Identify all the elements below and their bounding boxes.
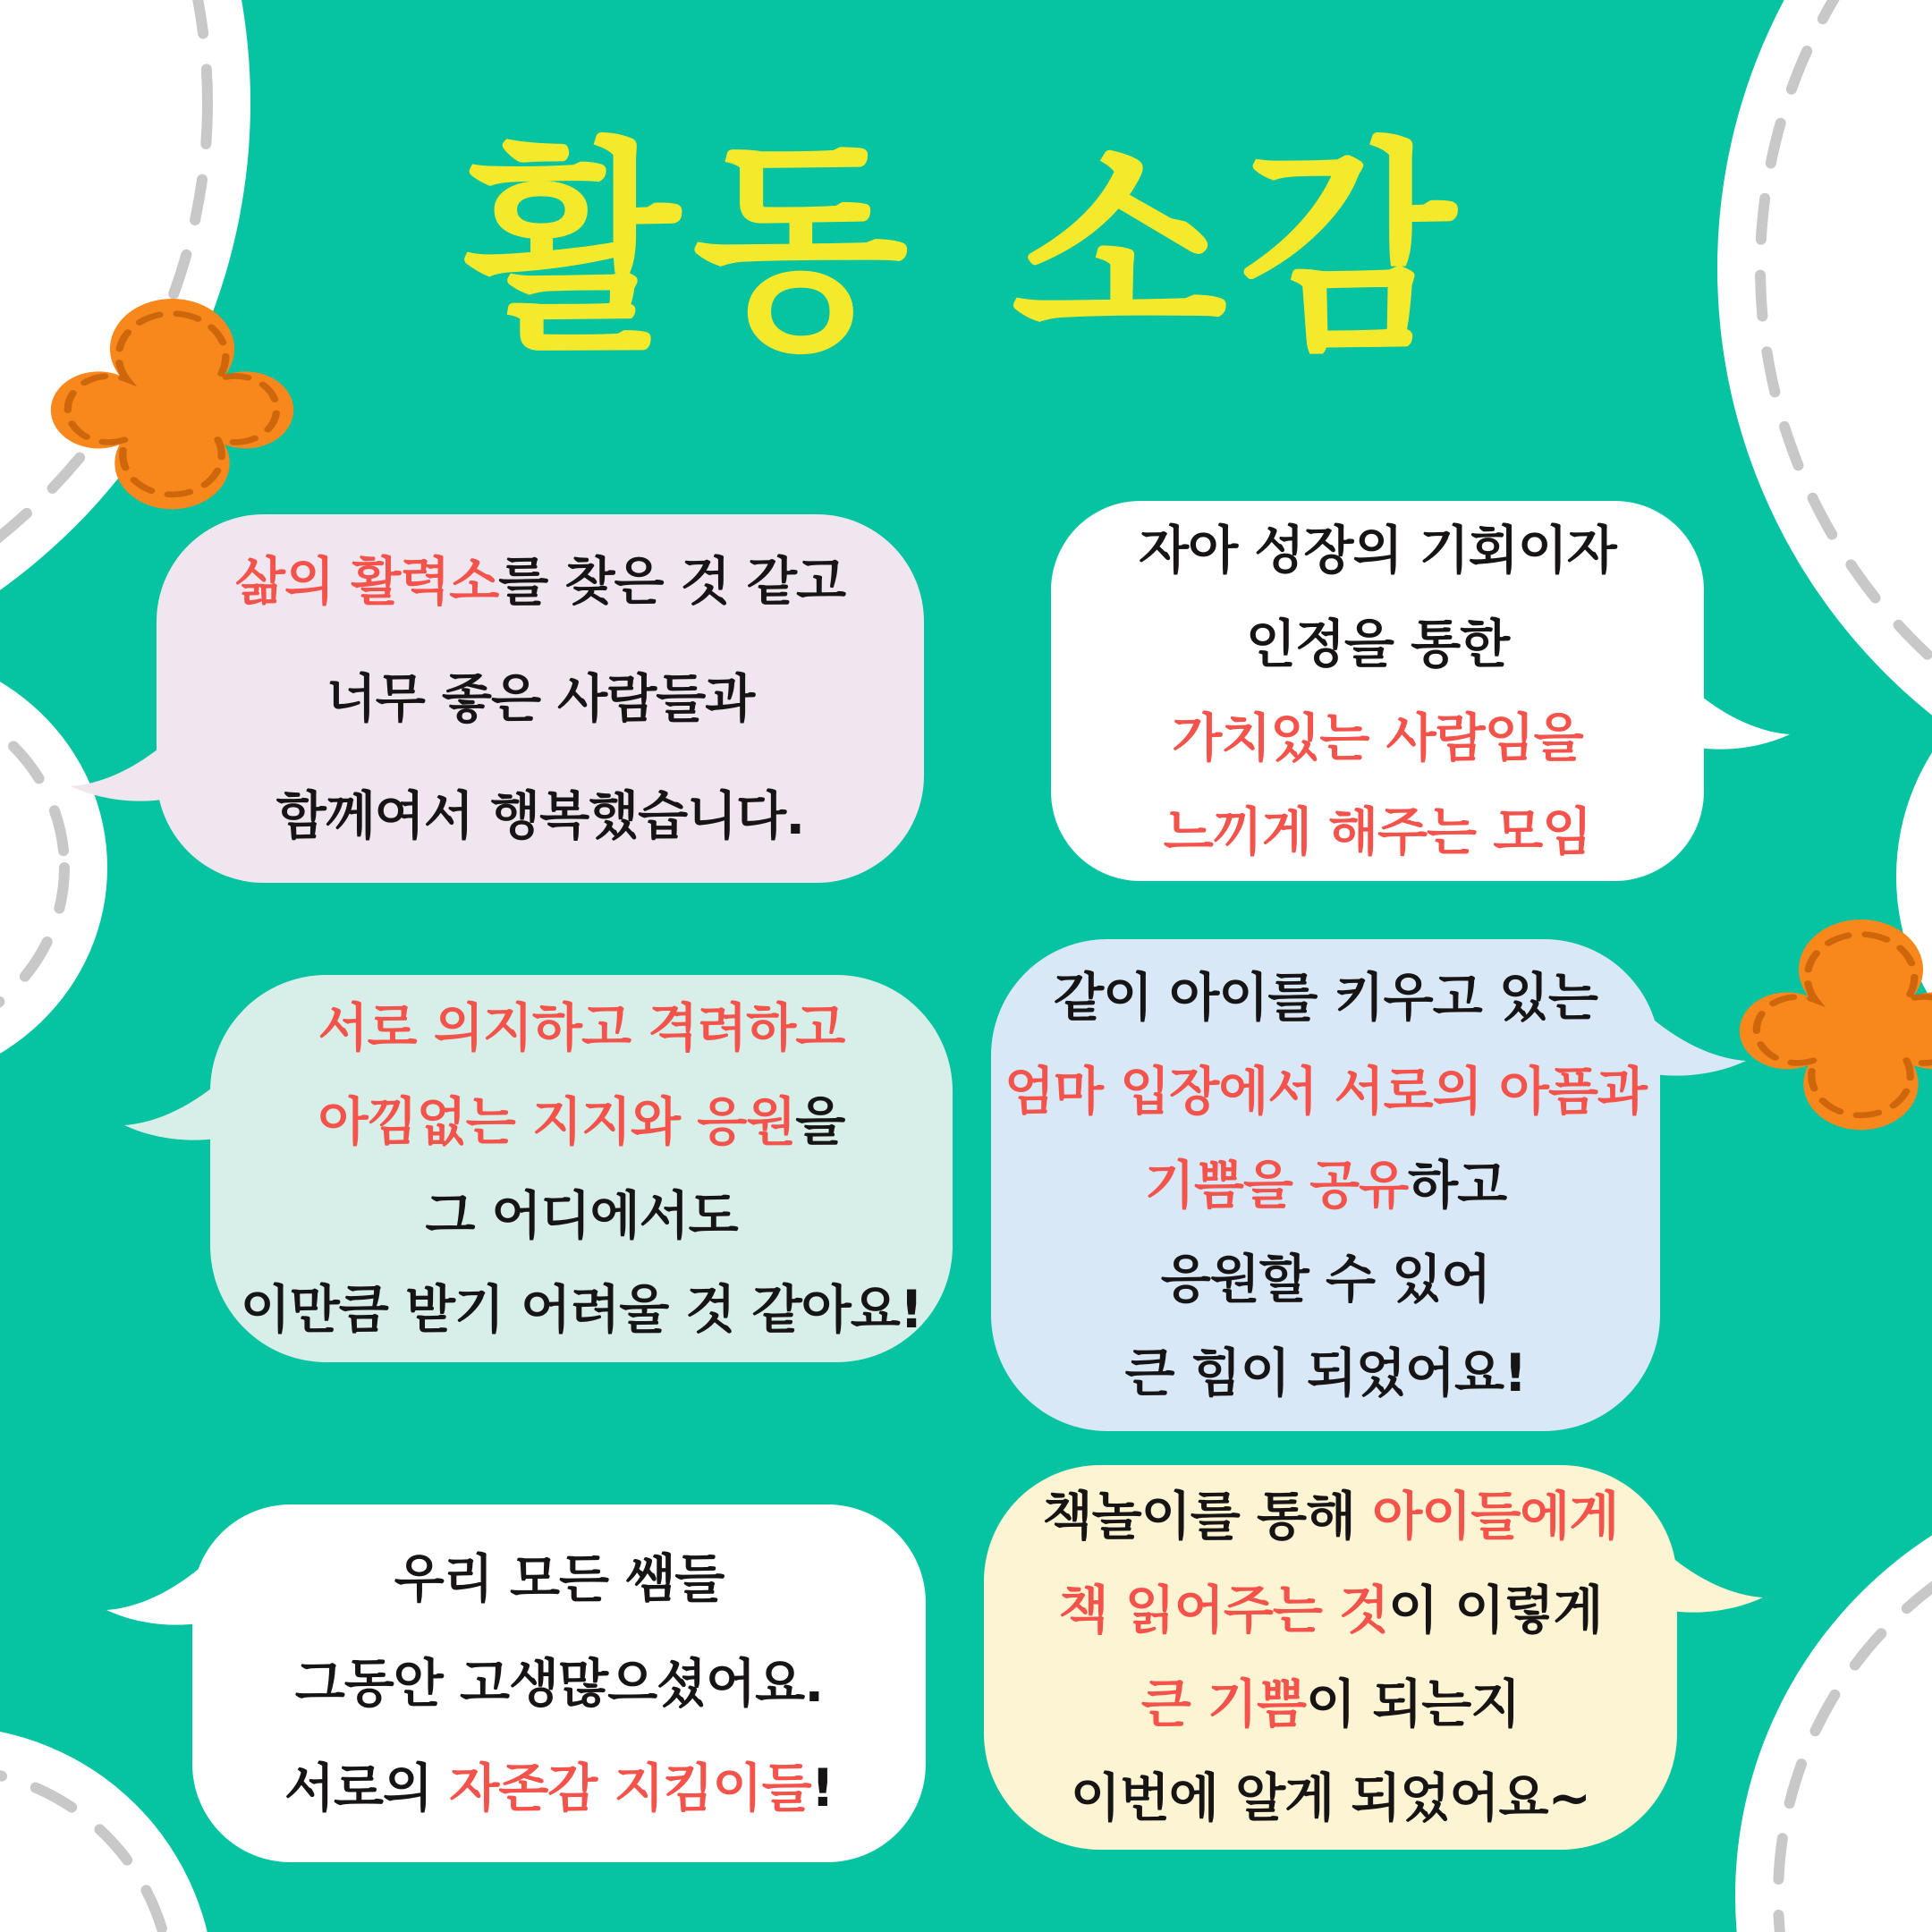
speech-bubble-support-cheer <box>210 975 953 1362</box>
speech-bubble-book-play <box>984 1465 1677 1850</box>
body-text: 인정을 통한 <box>1245 613 1510 674</box>
body-text: 이번에 알게 되었어요~ <box>1070 1767 1591 1828</box>
body-text: 를 찾은 것 같고 <box>498 550 846 612</box>
body-text: 큰 힘이 되었어요! <box>1124 1342 1527 1403</box>
bubble-tail-right <box>1648 1011 1748 1082</box>
body-text: 그 어디에서도 <box>425 1184 738 1246</box>
highlighted-text: 기쁨을 공유 <box>1144 1154 1409 1216</box>
bubble-line <box>984 1470 1677 1563</box>
page-title: 활동 소감 <box>463 119 1469 379</box>
bubble-line <box>984 1563 1677 1657</box>
bubble-line <box>157 523 924 640</box>
body-text: 이 이렇게 <box>1388 1580 1603 1640</box>
body-text: 이 되는지 <box>1305 1674 1521 1734</box>
highlighted-text: 서로 의지하고 격려하고 <box>318 996 845 1058</box>
body-text: ! <box>810 1757 835 1818</box>
bubble-line <box>192 1736 926 1841</box>
bubble-text <box>984 1470 1677 1845</box>
bubble-line <box>1051 691 1704 785</box>
speech-bubble-moms-sharing <box>991 939 1660 1431</box>
highlighted-text: 엄마 입장에서 서로의 아픔과 <box>1004 1060 1647 1122</box>
bubble-text <box>210 981 953 1357</box>
orange-cloud-right-middle <box>1740 919 1932 1130</box>
body-text: 우리 모든 쌤들 <box>394 1547 724 1609</box>
bubble-line <box>991 951 1660 1045</box>
body-text: 이만큼 받기 어려울 것 같아요! <box>240 1278 923 1340</box>
bubble-line <box>210 1075 953 1169</box>
body-text: 을 <box>795 1090 845 1152</box>
white-cloud-bottom-right <box>1735 1467 1932 1932</box>
highlighted-text: 아이들에게 <box>1372 1486 1619 1546</box>
body-text: 책놀이를 통해 <box>1042 1486 1373 1546</box>
bubble-line <box>1051 504 1704 597</box>
bubble-tail-right <box>1665 1547 1765 1619</box>
body-text: 하고 <box>1408 1154 1507 1216</box>
highlighted-text: 아낌없는 지지와 응원 <box>318 1090 796 1152</box>
bubble-tail-left <box>123 1075 223 1147</box>
bubble-line <box>991 1326 1660 1420</box>
bubble-line <box>991 1233 1660 1326</box>
bubble-line <box>157 758 924 875</box>
highlighted-text: 느끼게 해주는 모임 <box>1163 801 1592 862</box>
bubble-line <box>192 1527 926 1631</box>
highlighted-text: 가치있는 사람임을 <box>1172 707 1583 768</box>
highlighted-text: 책 읽어주는 것 <box>1058 1580 1389 1640</box>
white-cloud-bottom-left <box>0 1726 215 1932</box>
bubble-line <box>984 1657 1677 1751</box>
bubble-text <box>157 523 924 875</box>
bubble-line <box>1051 785 1704 879</box>
bubble-line <box>991 1045 1660 1139</box>
bubble-line <box>210 1263 953 1357</box>
bubble-line <box>1051 597 1704 691</box>
speech-bubble-teachers-thanks <box>192 1504 926 1862</box>
white-cloud-left-middle <box>0 648 107 1087</box>
bubble-line <box>991 1139 1660 1233</box>
highlighted-text: 자존감 지킴이들 <box>449 1757 811 1818</box>
bubble-text <box>1051 504 1704 879</box>
body-text: 같이 아이를 키우고 있는 <box>1054 966 1597 1028</box>
body-text: 함께여서 행복했습니다. <box>275 784 805 846</box>
bubble-line <box>210 1169 953 1263</box>
body-text: 서로의 <box>284 1757 450 1818</box>
body-text: 너무 좋은 사람들과 <box>326 667 755 729</box>
bubble-tail-right <box>1691 684 1792 756</box>
bubble-line <box>984 1751 1677 1845</box>
highlighted-text: 큰 기쁨 <box>1140 1674 1306 1734</box>
bubble-tail-left <box>69 736 169 808</box>
speech-bubble-life-vitality <box>157 514 924 883</box>
body-text: 자아 성장의 기회이자 <box>1139 519 1616 580</box>
speech-bubble-self-growth <box>1051 501 1704 881</box>
bubble-line <box>210 981 953 1075</box>
bubble-text <box>991 951 1660 1420</box>
bubble-text <box>192 1527 926 1841</box>
bubble-line <box>192 1631 926 1736</box>
bubble-line <box>157 640 924 758</box>
body-text: 그동안 고생많으셨어요. <box>294 1652 824 1714</box>
body-text: 응원할 수 있어 <box>1160 1248 1491 1309</box>
bubble-tail-left <box>105 1560 205 1631</box>
highlighted-text: 삶의 활력소 <box>234 550 499 612</box>
